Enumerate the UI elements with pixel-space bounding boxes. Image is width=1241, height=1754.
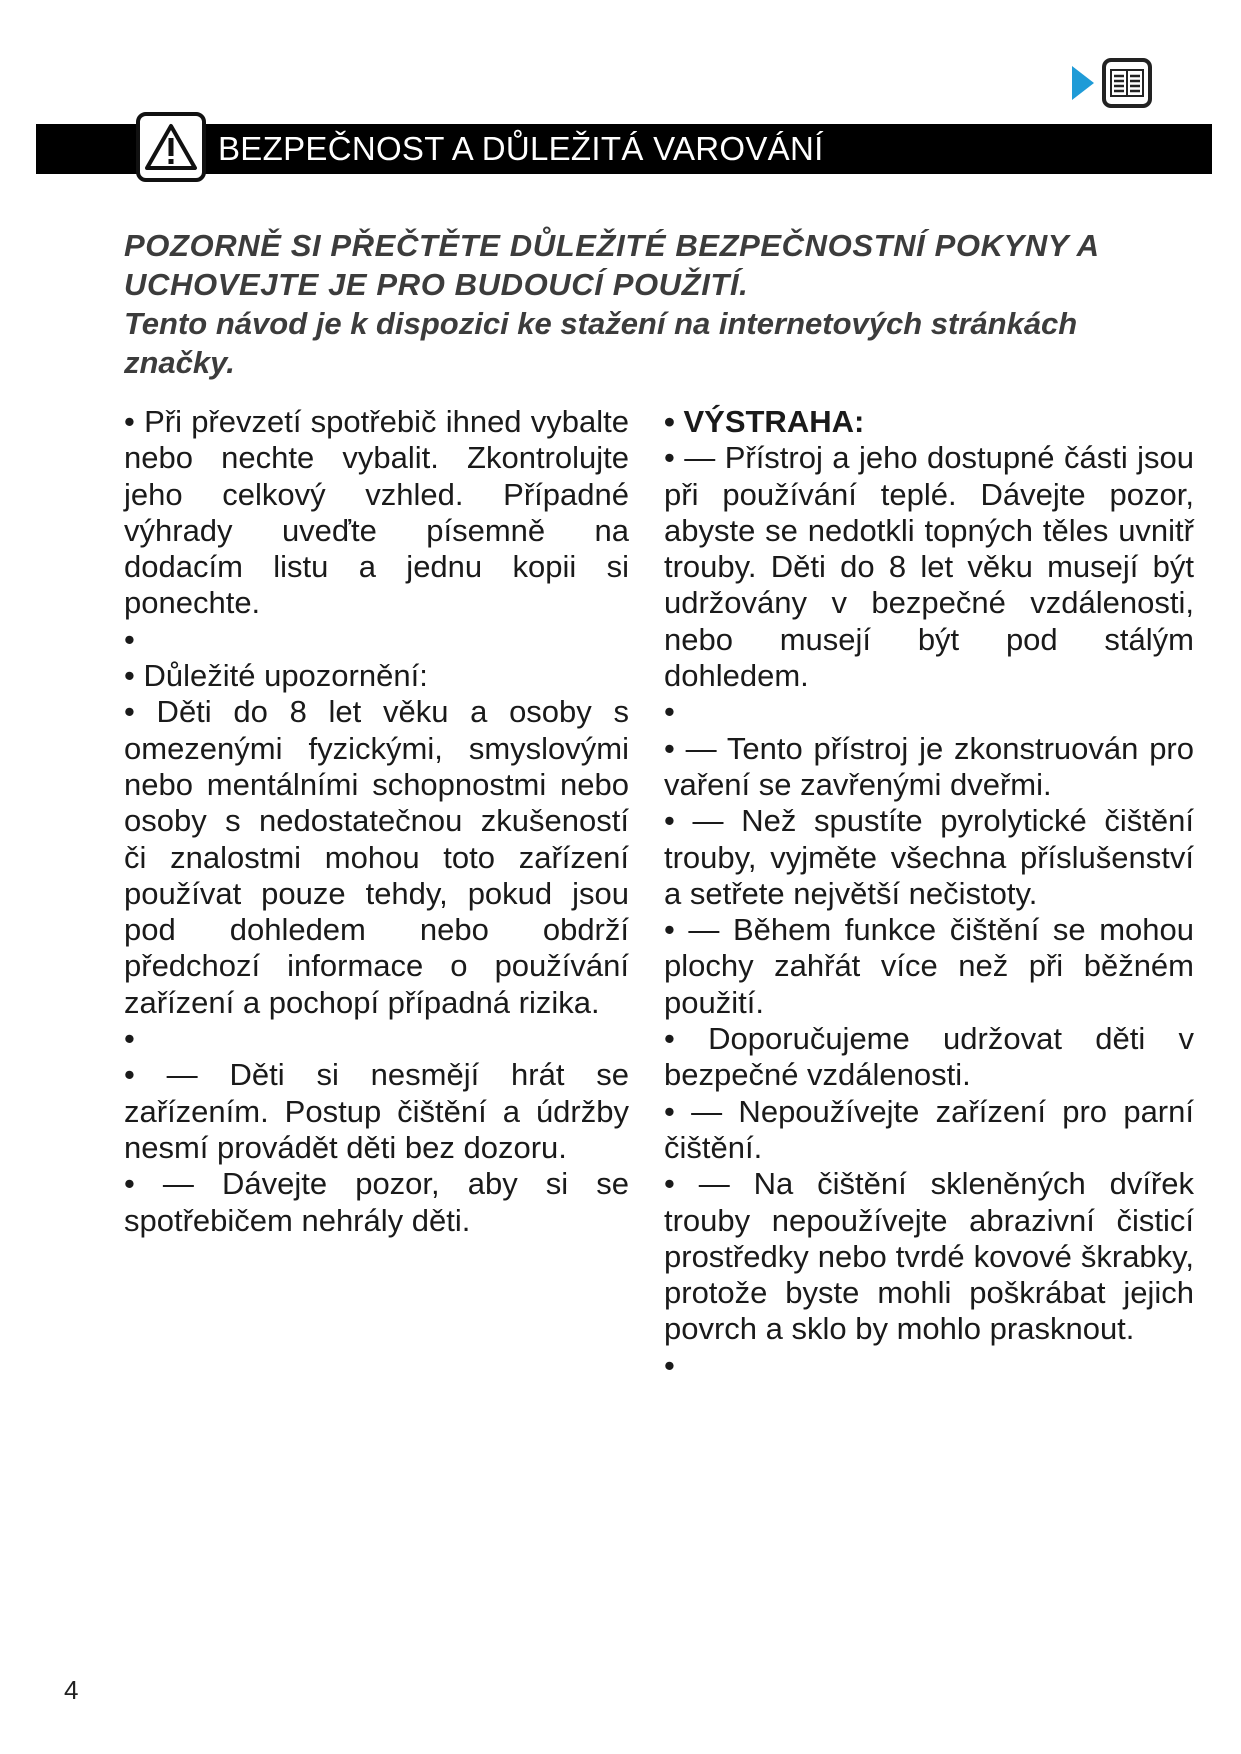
- list-item: • Při převzetí spotřebič ihned vybalte nebo nechte vybalit. Zkontrolujte jeho celkový vzhled. Případné výhrady uveďte písemně na dodacím listu a jednu kopii si ponechte.: [124, 404, 629, 621]
- intro-notice: [124, 226, 1164, 382]
- book-icon-graphic: [1110, 68, 1144, 98]
- safety-warning-text: POZORNĚ SI PŘEČTĚTE DŮLEŽITÉ BEZPEČNOSTNÍ POKYNY A UCHOVEJTE JE PRO BUDOUCÍ POUŽITÍ.: [124, 228, 1099, 302]
- list-item: • Děti do 8 let věku a osoby s omezenými fyzickými, smyslovými nebo mentálními schopnostmi nebo osoby s nedostatečnou zkušeností či znalostmi mohou toto zařízení používat pouze tehdy, pokud jsou pod dohledem nebo obdrží předchozí informace o používání zařízení a pochopí případná rizika.: [124, 694, 629, 1020]
- list-item: • Důležité upozornění:: [124, 658, 428, 694]
- list-item: •: [124, 1021, 135, 1057]
- warning-triangle-icon: [136, 112, 206, 182]
- list-item: • Doporučujeme udržovat děti v bezpečné vzdálenosti.: [664, 1021, 1194, 1093]
- play-arrow-icon[interactable]: [1072, 66, 1094, 100]
- section-title: BEZPEČNOST A DŮLEŽITÁ VAROVÁNÍ: [218, 130, 824, 167]
- book-icon[interactable]: [1102, 58, 1152, 108]
- list-item: • — Přístroj a jeho dostupné části jsou při používání teplé. Dávejte pozor, abyste se nedotkli topných těles uvnitř trouby. Děti do 8 let věku musejí být udržovány v bezpečné vzdálenosti, nebo musejí být pod stálým dohledem.: [664, 440, 1194, 694]
- warning-heading: • VÝSTRAHA:: [664, 404, 865, 439]
- top-navigation-icons: [1072, 58, 1152, 108]
- list-item: • — Během funkce čištění se mohou plochy zahřát více než při běžném použití.: [664, 912, 1194, 1020]
- left-column: [124, 404, 629, 1239]
- right-column: [664, 404, 1194, 1384]
- list-item: • — Na čištění skleněných dvířek trouby nepoužívejte abrazivní čisticí prostředky nebo tvrdé kovové škrabky, protože byste mohli poškrábat jejich povrch a sklo by mohlo prasknout.: [664, 1166, 1194, 1347]
- download-note-text: Tento návod je k dispozici ke stažení na internetových stránkách značky.: [124, 306, 1078, 380]
- list-item: • — Tento přístroj je zkonstruován pro vaření se zavřenými dveřmi.: [664, 730, 1194, 802]
- list-item: •: [664, 694, 675, 730]
- warning-triangle-graphic: [144, 122, 198, 172]
- list-item: •: [664, 1347, 675, 1383]
- list-item: • — Dávejte pozor, aby si se spotřebičem nehrály děti.: [124, 1166, 629, 1238]
- list-item: • — Než spustíte pyrolytické čištění trouby, vyjměte všechna příslušenství a setřete největší nečistoty.: [664, 803, 1194, 911]
- list-item: • — Děti si nesmějí hrát se zařízením. Postup čištění a údržby nesmí provádět děti bez dozoru.: [124, 1057, 629, 1165]
- page-number: 4: [64, 1675, 79, 1705]
- list-item: •: [124, 621, 135, 657]
- list-item: • — Nepoužívejte zařízení pro parní čištění.: [664, 1093, 1194, 1165]
